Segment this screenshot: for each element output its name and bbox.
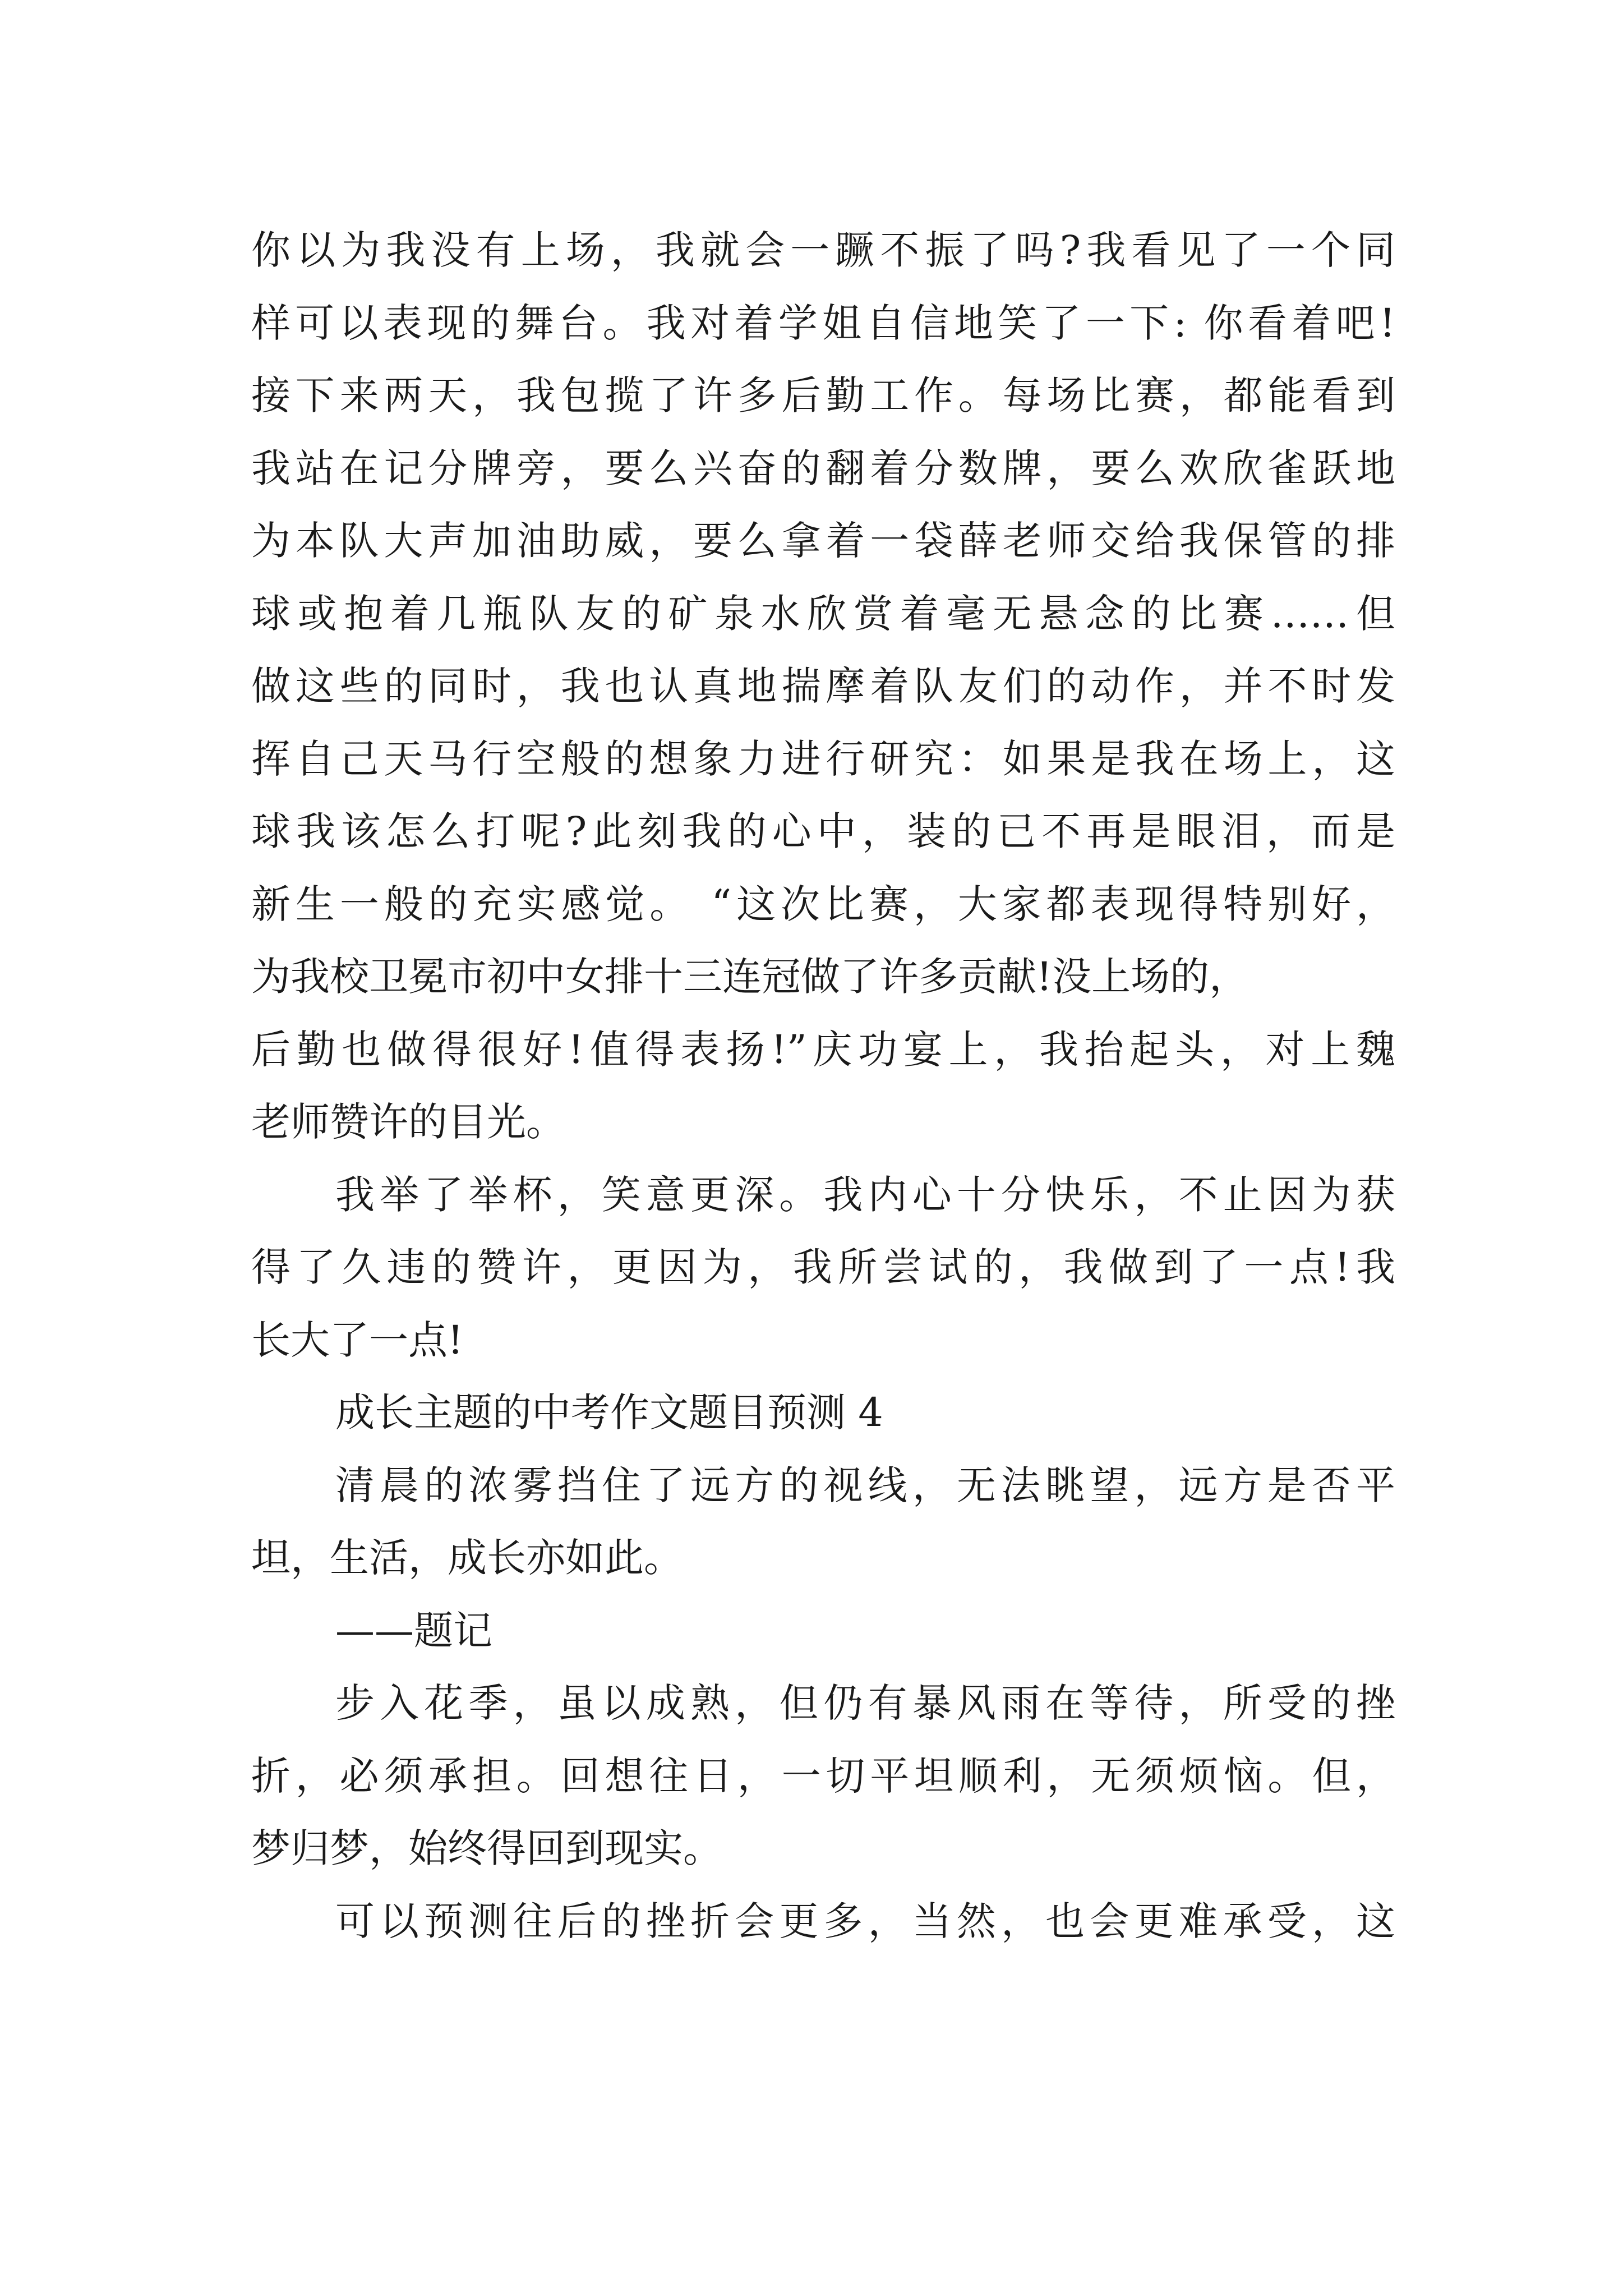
paragraph-start-line: 可以预测往后的挫折会更多，当然，也会更难承受，这: [335, 1898, 1395, 1944]
paragraph-start-line: 步入花季，虽以成熟，但仍有暴风雨在等待，所受的挫: [335, 1680, 1395, 1726]
paragraph-end-line: 长大了一点!: [251, 1317, 464, 1363]
text-line: 我站在记分牌旁，要么兴奋的翻着分数牌，要么欢欣雀跃地: [251, 445, 1395, 491]
text-line: 折，必须承担。回想往日，一切平坦顺利，无须烦恼。但，: [251, 1752, 1395, 1799]
text-line: 新生一般的充实感觉。 “这次比赛，大家都表现得特别好，: [251, 881, 1395, 927]
text-line: 得了久违的赞许，更因为，我所尝试的，我做到了一点!我: [251, 1244, 1395, 1290]
text-line: 挥自己天马行空般的想象力进行研究：如果是我在场上，这: [251, 735, 1395, 782]
text-line: 为本队大声加油助威，要么拿着一袋薛老师交给我保管的排: [251, 518, 1395, 564]
paragraph-end-line: 老师赞许的目光。: [251, 1099, 565, 1145]
text-line: 球或抱着几瓶队友的矿泉水欣赏着毫无悬念的比赛……但: [251, 590, 1395, 637]
text-line: 球我该怎么打呢?此刻我的心中，装的已不再是眼泪，而是: [251, 808, 1395, 854]
paragraph-start-line: 我举了举杯，笑意更深。我内心十分快乐，不止因为获: [335, 1171, 1395, 1218]
epigraph-attribution: ——题记: [335, 1607, 492, 1654]
text-line: 你以为我没有上场，我就会一蹶不振了吗?我看见了一个同: [251, 227, 1395, 273]
text-line: 后勤也做得很好!值得表扬!”庆功宴上，我抬起头，对上魏: [251, 1026, 1395, 1073]
text-line: 为我校卫冕市初中女排十三连冠做了许多贡献!没上场的，: [251, 954, 1249, 1000]
epigraph-line: 清晨的浓雾挡住了远方的视线，无法眺望，远方是否平: [335, 1462, 1395, 1508]
text-line: 样可以表现的舞台。我对着学姐自信地笑了一下: 你看着吧!: [251, 300, 1395, 346]
section-heading: 成长主题的中考作文题目预测 4: [335, 1389, 883, 1435]
text-line: 接下来两天，我包揽了许多后勤工作。每场比赛，都能看到: [251, 372, 1395, 418]
epigraph-line: 坦，生活，成长亦如此。: [251, 1535, 683, 1581]
text-line: 做这些的同时，我也认真地揣摩着队友们的动作，并不时发: [251, 663, 1395, 709]
document-body: [251, 214, 1395, 1958]
paragraph-end-line: 梦归梦，始终得回到现实。: [251, 1825, 722, 1871]
